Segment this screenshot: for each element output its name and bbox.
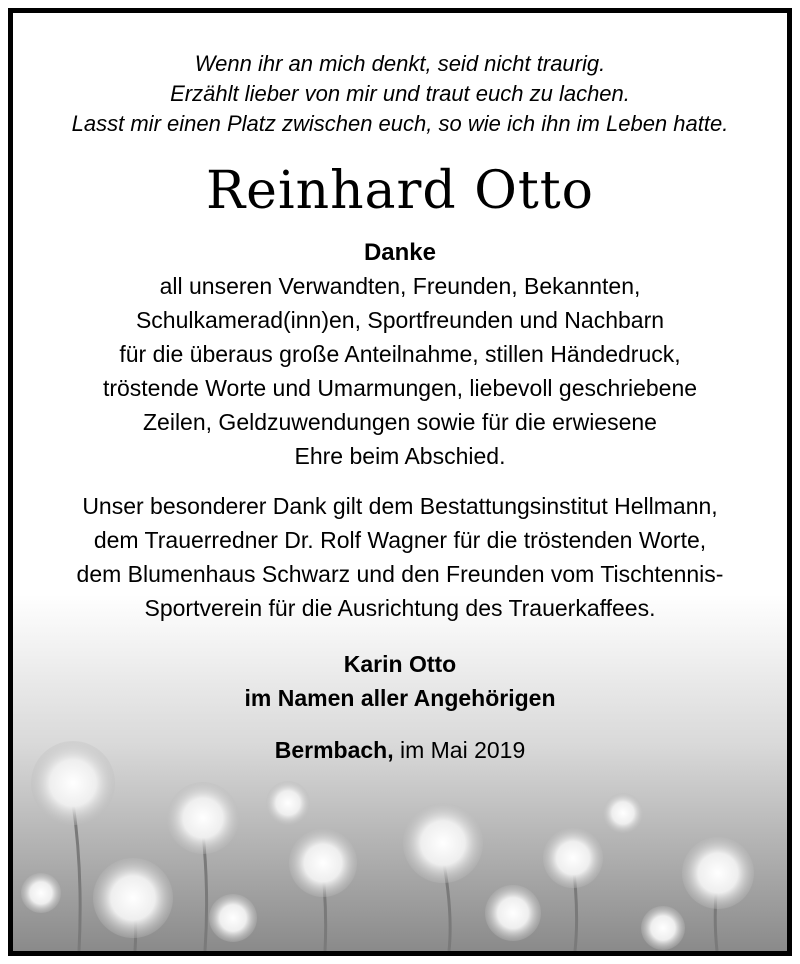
memorial-poem xyxy=(13,49,787,139)
poem-line: Lasst mir einen Platz zwischen euch, so wie ich ihn im Leben hatte. xyxy=(71,111,729,136)
thanks-line: all unseren Verwandten, Freunden, Bekannten, xyxy=(159,273,641,299)
thanks-heading: Danke xyxy=(363,239,437,266)
obituary-content xyxy=(13,13,787,767)
thanks-line: tröstende Worte und Umarmungen, liebevoll geschriebene xyxy=(102,375,698,401)
place-and-date xyxy=(13,733,787,767)
special-thanks-paragraph xyxy=(13,489,787,625)
thanks-paragraph xyxy=(13,269,787,473)
special-thanks-line: Sportverein für die Ausrichtung des Trauerkaffees. xyxy=(144,595,656,621)
thanks-line: Ehre beim Abschied. xyxy=(294,443,506,469)
thanks-line: Schulkamerad(inn)en, Sportfreunden und Nachbarn xyxy=(135,307,665,333)
signature-block xyxy=(13,647,787,715)
thanks-line: Zeilen, Geldzuwendungen sowie für die erwiesene xyxy=(143,409,657,435)
place-date: im Mai 2019 xyxy=(399,737,526,763)
poem-line: Erzählt lieber von mir und traut euch zu lachen. xyxy=(170,81,630,106)
obituary-frame xyxy=(8,8,792,956)
signature-name: Karin Otto xyxy=(343,651,457,677)
place-town: Bermbach, xyxy=(274,737,394,763)
poem-line: Wenn ihr an mich denkt, seid nicht traurig. xyxy=(194,51,606,76)
thanks-line: für die überaus große Anteilnahme, stillen Händedruck, xyxy=(119,341,681,367)
deceased-name: Reinhard Otto xyxy=(206,161,594,221)
special-thanks-line: Unser besonderer Dank gilt dem Bestattungsinstitut Hellmann, xyxy=(82,493,718,519)
signature-subtitle: im Namen aller Angehörigen xyxy=(244,685,556,711)
special-thanks-line: dem Blumenhaus Schwarz und den Freunden vom Tischtennis- xyxy=(76,561,724,587)
special-thanks-line: dem Trauerredner Dr. Rolf Wagner für die tröstenden Worte, xyxy=(93,527,707,553)
